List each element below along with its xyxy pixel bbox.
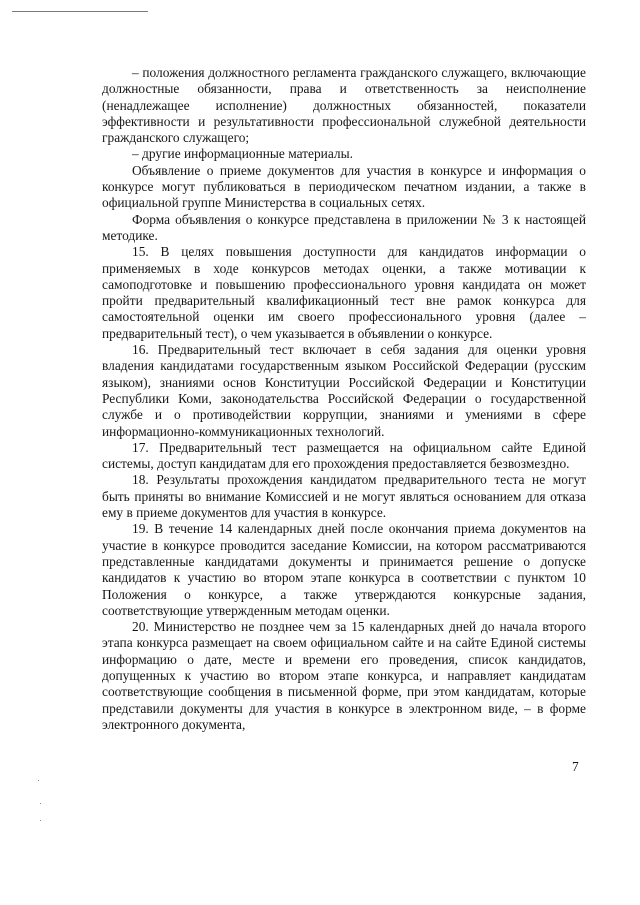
page-number: 7 bbox=[572, 759, 579, 774]
paragraph-other-materials: – другие информационные материалы. bbox=[132, 146, 353, 162]
scan-edge-line bbox=[12, 11, 148, 12]
paragraph-16: 16. Предварительный тест включает в себя задания для оценки уровня владения кандидатами государственным языком Российской Федерации (русским языком), знаниями основ Конституции Российской Федерации и Конституции Республики Коми, законодательства Российской Федерации о государственной службе и о противодействии коррупции, знаниями и умениями в сфере информационно-коммуникационных технологий. bbox=[102, 342, 586, 439]
scan-speck bbox=[40, 820, 41, 821]
paragraph-announcement-form: Форма объявления о конкурсе представлена в приложении № 3 к настоящей методике. bbox=[102, 211, 586, 243]
scan-speck bbox=[38, 780, 39, 781]
paragraph-18: 18. Результаты прохождения кандидатом предварительного теста не могут быть приняты во внимание Комиссией и не могут являться основанием для отказа ему в приеме документов для участия в конкурсе. bbox=[102, 472, 586, 521]
scan-speck bbox=[40, 803, 41, 804]
paragraph-15: 15. В целях повышения доступности для кандидатов информации о применяемых в ходе конкурсов методах оценки, а также мотивации к самоподготовке и повышению профессионального уровня кандидата он может пройти предварительный квалификационный тест вне рамок конкурса для самостоятельной оценки им своего профессионального уровня (далее – предварительный тест), о чем указывается в объявлении о конкурсе. bbox=[102, 244, 586, 341]
paragraph-announcement-publication: Объявление о приеме документов для участия в конкурсе и информация о конкурсе могут публиковаться в периодическом печатном издании, а также в официальной группе Министерства в социальных сетях. bbox=[102, 162, 586, 211]
paragraph-20: 20. Министерство не позднее чем за 15 календарных дней до начала второго этапа конкурса размещает на своем официальном сайте и на сайте Единой системы информацию о дате, месте и времени его проведения, список кандидатов, допущенных к участию во втором этапе конкурса, и направляет кандидатам соответствующие сообщения в письменной форме, при этом кандидатам, которые представили документы для участия в конкурсе в электронном виде, – в форме электронного документа, bbox=[102, 619, 586, 732]
document-body bbox=[102, 65, 586, 733]
paragraph-regulation: – положения должностного регламента гражданского служащего, включающие должностные обязанности, права и ответственность за неисполнение (ненадлежащее исполнение) должностных обязанностей, показатели эффективности и результативности профессиональной служебной деятельности гражданского служащего; bbox=[102, 65, 586, 146]
paragraph-19: 19. В течение 14 календарных дней после окончания приема документов на участие в конкурсе проводится заседание Комиссии, на котором рассматриваются представленные кандидатами документы и принимается решение о допуске кандидатов к участию во втором этапе конкурса в соответствии с пунктом 10 Положения о конкурсе, а также утверждаются конкурсные задания, соответствующие утвержденным методам оценки. bbox=[102, 521, 586, 618]
paragraph-17: 17. Предварительный тест размещается на официальном сайте Единой системы, доступ кандидатам для его прохождения предоставляется безвозмездно. bbox=[102, 439, 586, 472]
